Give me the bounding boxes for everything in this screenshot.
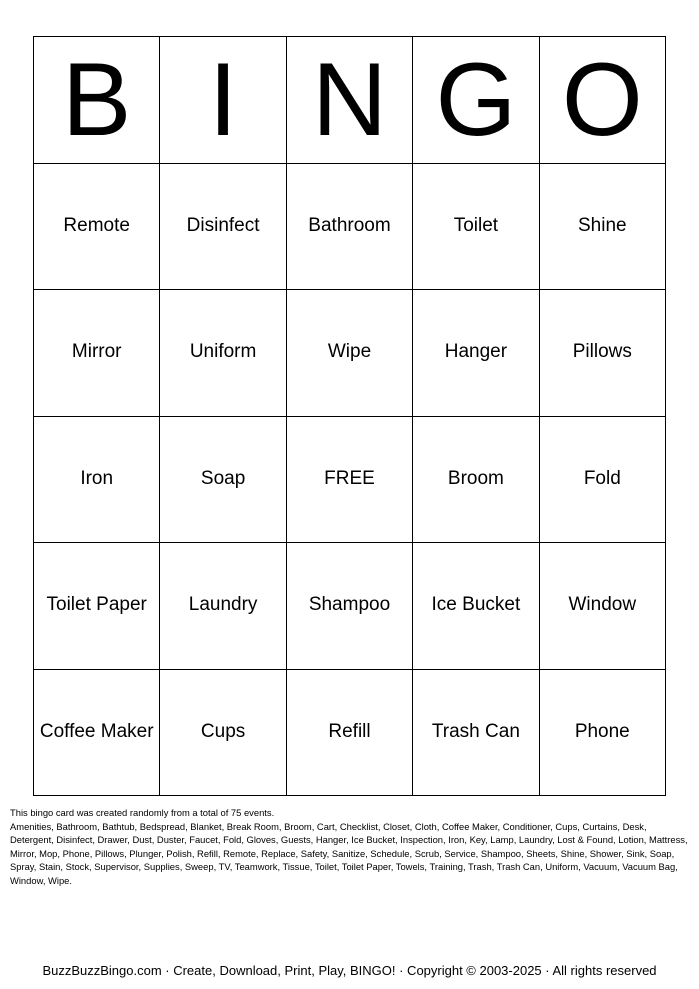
bingo-cell: Coffee Maker (34, 670, 160, 797)
bingo-cell: Refill (287, 670, 413, 797)
bingo-cell: Mirror (34, 290, 160, 417)
bingo-cell: Broom (413, 417, 539, 544)
bingo-cell: Cups (160, 670, 286, 797)
bingo-cell: Toilet Paper (34, 543, 160, 670)
header-letter-o: O (540, 37, 666, 164)
bingo-cell: Bathroom (287, 164, 413, 291)
bingo-cell: Disinfect (160, 164, 286, 291)
footer-text: BuzzBuzzBingo.com · Create, Download, Print, Play, BINGO! · Copyright © 2003-2025 · All rights reserved (42, 963, 657, 978)
card-info (10, 806, 690, 887)
bingo-cell: Remote (34, 164, 160, 291)
bingo-cell: Pillows (540, 290, 666, 417)
bingo-cell: Ice Bucket (413, 543, 539, 670)
created-note: This bingo card was created randomly from a total of 75 events. (10, 807, 275, 818)
bingo-card (33, 36, 666, 796)
bingo-cell: Shampoo (287, 543, 413, 670)
bingo-cell: Phone (540, 670, 666, 797)
header-letter-n: N (287, 37, 413, 164)
events-list: Amenities, Bathroom, Bathtub, Bedspread, Blanket, Break Room, Broom, Cart, Checklist, Closet, Cloth, Coffee Maker, Conditioner, Cups, Curtains, Desk, Detergent, Disinfect, Drawer, Dust, Duster, Faucet, Fold, Gloves, Guests, Hanger, Ice Bucket, Inspection, Iron, Key, Lamp, Laundry, Lost & Found, Lotion, Mattress, Mirror, Mop, Phone, Pillows, Plunger, Polish, Refill, Remote, Replace, Safety, Sanitize, Schedule, Scrub, Service, Shampoo, Sheets, Shine, Shower, Sink, Soap, Spray, Stain, Stock, Supervisor, Supplies, Sweep, TV, Teamwork, Tissue, Toilet, Toilet Paper, Towels, Training, Trash, Trash Can, Uniform, Vacuum, Vacuum Bag, Window, Wipe. (10, 820, 688, 886)
bingo-cell: Window (540, 543, 666, 670)
bingo-cell: Wipe (287, 290, 413, 417)
header-letter-i: I (160, 37, 286, 164)
header-letter-g: G (413, 37, 539, 164)
free-space-cell: FREE (287, 417, 413, 544)
bingo-cell: Toilet (413, 164, 539, 291)
bingo-cell: Iron (34, 417, 160, 544)
bingo-cell: Fold (540, 417, 666, 544)
bingo-cell: Trash Can (413, 670, 539, 797)
bingo-cell: Soap (160, 417, 286, 544)
bingo-cell: Laundry (160, 543, 286, 670)
header-letter-b: B (34, 37, 160, 164)
bingo-cell: Uniform (160, 290, 286, 417)
bingo-cell: Shine (540, 164, 666, 291)
bingo-cell: Hanger (413, 290, 539, 417)
